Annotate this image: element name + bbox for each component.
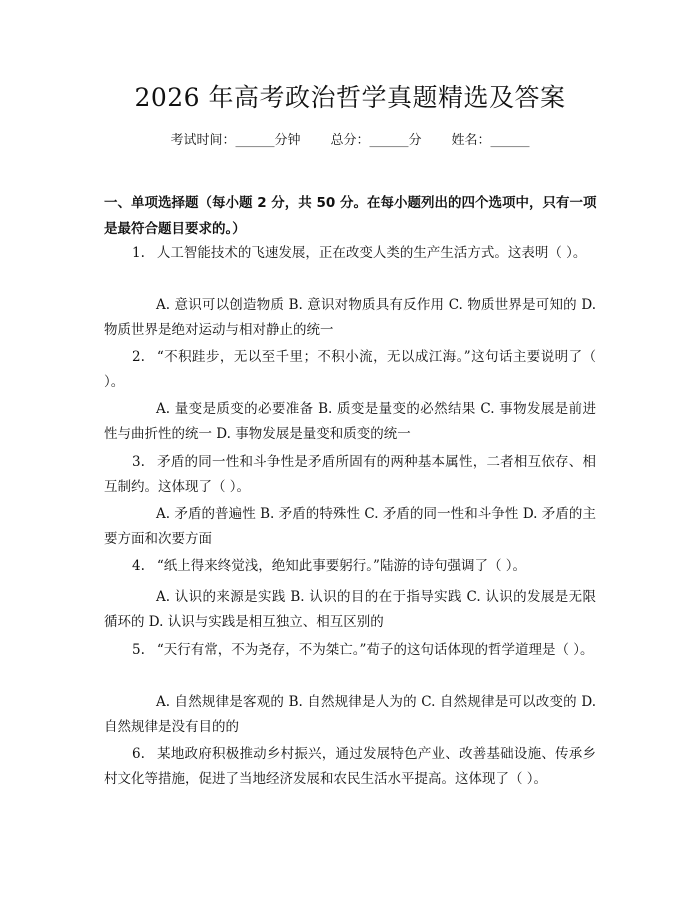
exam-time-field: 考试时间：______分钟 [170, 133, 301, 148]
question-stem: 人工智能技术的飞速发展，正在改变人类的生产生活方式。这表明（ ）。 [156, 245, 587, 261]
question-4 [104, 554, 596, 579]
question-6 [104, 742, 596, 792]
exam-meta [0, 131, 700, 151]
page-title: 2026 年高考政治哲学真题精选及答案 [134, 83, 566, 112]
question-stem: “不积跬步，无以至千里；不积小流，无以成江海。”这句话主要说明了（ ）。 [104, 349, 596, 390]
question-number: 2. [132, 349, 145, 365]
question-2-options: A. 量变是质变的必要准备 B. 质变是量变的必然结果 C. 事物发展是前进性与曲折性的统一 D. 事物发展是量变和质变的统一 [104, 401, 596, 442]
total-score-field: 总分：______分 [330, 133, 422, 148]
question-number: 5. [132, 642, 145, 658]
question-5 [104, 638, 596, 663]
question-number: 4. [132, 558, 145, 574]
question-1-options: A. 意识可以创造物质 B. 意识对物质具有反作用 C. 物质世界是可知的 D. 物质世界是绝对运动与相对静止的统一 [104, 297, 596, 338]
question-stem: “纸上得来终觉浅，绝知此事要躬行。”陆游的诗句强调了（ ）。 [156, 558, 526, 574]
question-number: 6. [132, 746, 145, 762]
question-stem: 矛盾的同一性和斗争性是矛盾所固有的两种基本属性，二者相互依存、相互制约。这体现了（ ）。 [104, 454, 596, 495]
question-3-options: A. 矛盾的普遍性 B. 矛盾的特殊性 C. 矛盾的同一性和斗争性 D. 矛盾的主要方面和次要方面 [104, 506, 596, 547]
question-1 [104, 241, 596, 266]
question-5-options: A. 自然规律是客观的 B. 自然规律是人为的 C. 自然规律是可以改变的 D. 自然规律是没有目的的 [104, 694, 596, 735]
question-4-options: A. 认识的来源是实践 B. 认识的目的在于指导实践 C. 认识的发展是无限循环的 D. 认识与实践是相互独立、相互区别的 [104, 589, 596, 630]
question-number: 1. [132, 245, 145, 261]
section-heading: 一、单项选择题（每小题 2 分，共 50 分。在每小题列出的四个选项中，只有一项是最符合题目要求的。） [104, 195, 597, 237]
question-2 [104, 345, 596, 395]
question-3 [104, 450, 596, 500]
question-number: 3. [132, 454, 145, 470]
question-stem: “天行有常，不为尧存，不为桀亡。”荀子的这句话体现的哲学道理是（ ）。 [156, 642, 594, 658]
question-stem: 某地政府积极推动乡村振兴，通过发展特色产业、改善基础设施、传承乡村文化等措施，促进了当地经济发展和农民生活水平提高。这体现了（ ）。 [104, 746, 596, 787]
student-name-field: 姓名：______ [451, 133, 530, 148]
